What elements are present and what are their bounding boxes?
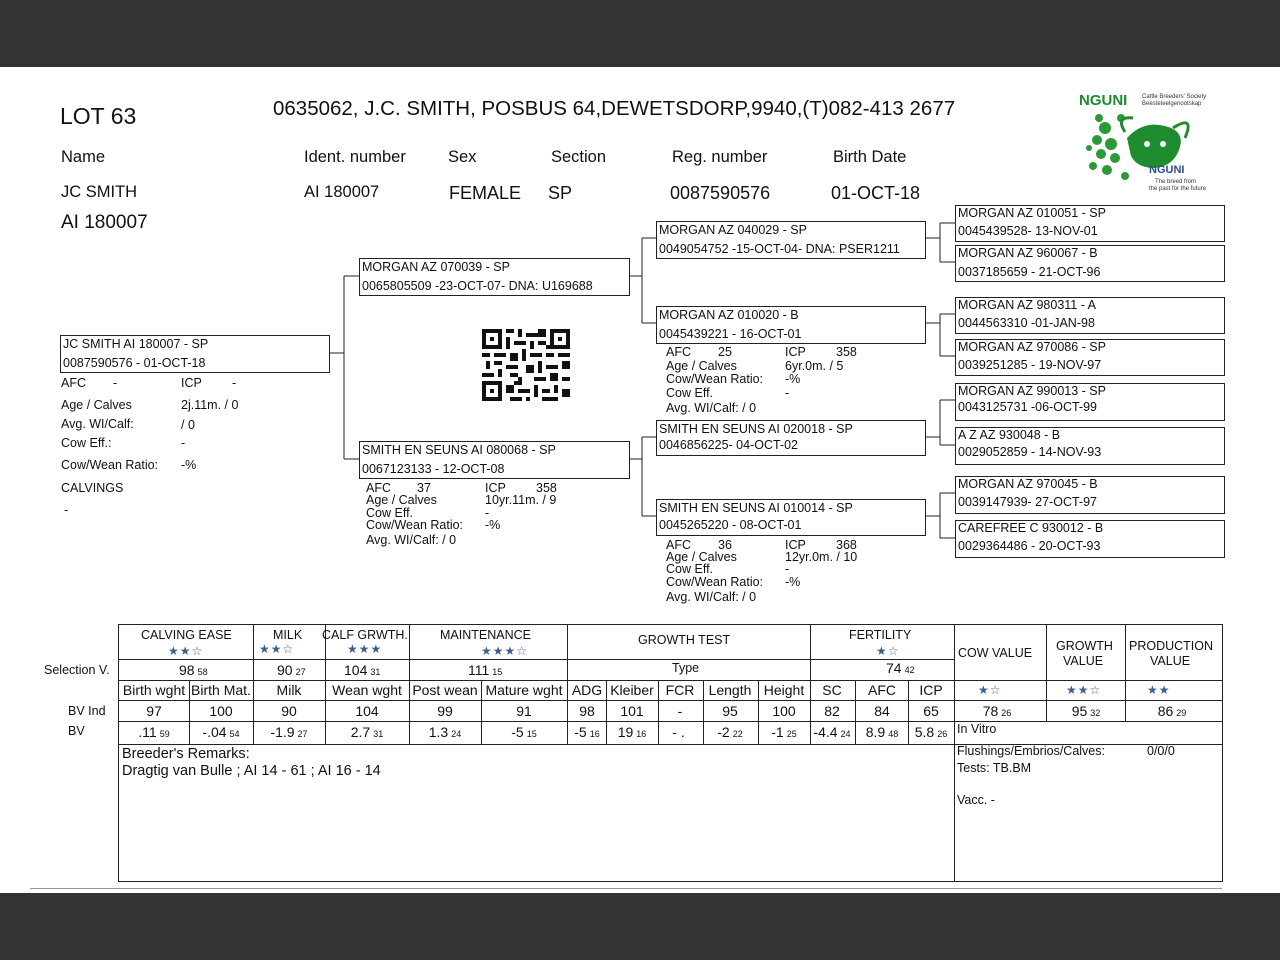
gp1-line2: 0045439221 - 16-OCT-01 <box>659 327 802 341</box>
subject-cwr-label: Cow/Wean Ratio: <box>61 458 159 472</box>
value-sex: FEMALE <box>449 183 522 203</box>
bv-accuracy: 54 <box>229 729 240 739</box>
bv-ind-cell: 82 <box>824 703 840 719</box>
label-name: Name <box>61 148 106 166</box>
value-index-accuracy: 26 <box>1001 708 1012 718</box>
cow-value-stars-icon: ★☆ <box>978 683 1002 697</box>
row-label-bv: BV <box>68 724 85 738</box>
ggp-box-0 <box>955 205 1225 242</box>
header-growth-value-2: VALUE <box>1063 654 1104 668</box>
subject-age-value: 2j.11m. / 0 <box>181 398 239 412</box>
column-header-post-wean: Post wean <box>412 682 478 698</box>
bv-accuracy: 48 <box>888 729 899 739</box>
logo-slogan-1: The breed from <box>1155 179 1197 185</box>
production-value-stars-icon: ★★ <box>1147 683 1171 697</box>
bv-ind-cell: 98 <box>579 703 595 719</box>
dam-age-value: 10yr.11m. / 9 <box>485 493 557 507</box>
gp0-line2: 0049054752 -15-OCT-04- DNA: PSER1211 <box>659 242 900 256</box>
flushings-label: Flushings/Embrios/Calves: <box>957 744 1105 758</box>
value-birth: 01-OCT-18 <box>831 183 921 203</box>
column-header-height: Height <box>763 682 805 698</box>
bv-accuracy: 16 <box>636 729 647 739</box>
bv-value: 1.3 <box>428 724 449 740</box>
header-growth-test: GROWTH TEST <box>638 633 731 647</box>
vacc-label: Vacc. - <box>957 793 995 807</box>
ggp1-line1: MORGAN AZ 960067 - B <box>958 246 1098 260</box>
dam-icp-value: 358 <box>536 481 557 495</box>
ggp5-line1: A Z AZ 930048 - B <box>958 428 1061 442</box>
bv-ind-cell: 100 <box>209 703 233 719</box>
bv-cell <box>490 724 558 740</box>
bv-accuracy: 27 <box>297 729 308 739</box>
value-index-cell <box>1051 703 1121 719</box>
calvings-value: - <box>64 503 69 517</box>
subject-animal-box <box>60 335 330 373</box>
bv-cell <box>120 724 188 740</box>
bv-accuracy: 15 <box>526 729 537 739</box>
logo-badge: NGUNI <box>1149 164 1185 176</box>
bv-accuracy: 24 <box>840 729 851 739</box>
dam-cow-eff-label: Cow Eff. <box>366 506 414 520</box>
ggp7-line2: 0029364486 - 20-OCT-93 <box>958 539 1101 553</box>
value-section: SP <box>548 183 573 203</box>
sel-maintenance-sub: 15 <box>492 667 503 677</box>
bv-value: -5 <box>574 724 587 740</box>
column-header-kleiber: Kleiber <box>610 682 654 698</box>
bv-accuracy: 25 <box>786 729 797 739</box>
column-header-adg: ADG <box>571 682 603 698</box>
sel-fertility <box>886 660 915 676</box>
gp3-age-label: Age / Calves <box>666 550 737 564</box>
logo-wordmark: NGUNI <box>1079 92 1128 109</box>
column-header-length: Length <box>708 682 752 698</box>
ggp0-line2: 0045439528- 13-NOV-01 <box>958 224 1098 238</box>
bv-value: -.04 <box>202 724 227 740</box>
gp3-wi-label: Avg. WI/Calf: / 0 <box>666 590 757 604</box>
bv-value: 19 <box>617 724 634 740</box>
bv-value: .11 <box>138 724 157 740</box>
tests-label: Tests: TB.BM <box>957 761 1032 775</box>
label-sex: Sex <box>448 148 477 166</box>
value-name: JC SMITH <box>61 183 138 201</box>
bv-ind-cell: 95 <box>722 703 738 719</box>
gp1-wi-label: Avg. WI/Calf: / 0 <box>666 401 757 415</box>
column-header-icp: ICP <box>919 682 943 698</box>
column-header-birth-wght: Birth wght <box>122 682 186 698</box>
value-index: 86 <box>1157 703 1174 719</box>
ggp-box-2 <box>955 297 1225 334</box>
gp3-cwr-label: Cow/Wean Ratio: <box>666 575 764 589</box>
bv-accuracy: 22 <box>732 729 743 739</box>
sel-calving-ease-sub: 58 <box>197 667 208 677</box>
ggp2-line2: 0044563310 -01-JAN-98 <box>958 316 1095 330</box>
bv-value: -1.9 <box>270 724 295 740</box>
sel-fertility-value: 74 <box>886 660 902 676</box>
gp2-line1: SMITH EN SEUNS AI 020018 - SP <box>659 422 853 436</box>
subject-cow-eff-value: - <box>181 436 186 450</box>
growth-value-stars-icon: ★★☆ <box>1066 683 1102 697</box>
header-calving-ease: CALVING EASE <box>141 628 232 642</box>
subject-age-label: Age / Calves <box>61 398 132 412</box>
logo-society-1: Cattle Breeders' Society <box>1142 94 1207 100</box>
gp1-age-value: 6yr.0m. / 5 <box>785 359 844 373</box>
header-production-value-1: PRODUCTION <box>1129 639 1214 653</box>
dam-afc-value: 37 <box>417 481 431 495</box>
bv-ind-cell: 84 <box>874 703 890 719</box>
column-header-wean-wght: Wean wght <box>332 682 402 698</box>
column-header-birth-mat: Birth Mat. <box>191 682 251 698</box>
sel-milk-value: 90 <box>277 662 293 678</box>
gp1-line1: MORGAN AZ 010020 - B <box>659 308 799 322</box>
subject-cow-eff-label: Cow Eff.: <box>61 436 112 450</box>
bv-value: -2 <box>717 724 730 740</box>
bv-cell <box>411 724 479 740</box>
dam-cow-eff-value: - <box>485 506 490 520</box>
ggp-box-7 <box>955 520 1225 558</box>
bv-value: -5 <box>511 724 524 740</box>
value-reg: 0087590576 <box>670 183 771 203</box>
subject-icp-label: ICP <box>181 376 202 390</box>
value-index-accuracy: 32 <box>1090 708 1101 718</box>
lot-number: LOT 63 <box>60 103 137 129</box>
remarks-title: Breeder's Remarks: <box>122 746 250 762</box>
dam-age-label: Age / Calves <box>366 493 437 507</box>
sel-milk-sub: 27 <box>295 667 306 677</box>
dam-line1: SMITH EN SEUNS AI 080068 - SP <box>362 443 556 457</box>
value-index: 95 <box>1071 703 1088 719</box>
value-index: 78 <box>982 703 999 719</box>
bv-value: 8.9 <box>865 724 886 740</box>
ggp4-line2: 0043125731 -06-OCT-99 <box>958 400 1097 414</box>
granddam-paternal-box <box>656 306 926 344</box>
gp3-age-value: 12yr.0m. / 10 <box>785 550 858 564</box>
ggp4-line1: MORGAN AZ 990013 - SP <box>958 384 1106 398</box>
ggp-box-3 <box>955 339 1225 376</box>
subject-afc-value: - <box>113 376 118 390</box>
sel-maintenance-value: 111 <box>468 662 490 678</box>
row-label-bv-ind: BV Ind <box>68 704 106 718</box>
sel-calf-growth-sub: 31 <box>370 667 381 677</box>
subject-wi-label: Avg. WI/Calf: <box>61 417 134 431</box>
bv-cell <box>333 724 401 740</box>
value-ident: AI 180007 <box>304 183 380 201</box>
gp3-line2: 0045265220 - 08-OCT-01 <box>659 518 802 532</box>
dam-line2: 0067123133 - 12-OCT-08 <box>362 462 505 476</box>
bv-ind-cell: 99 <box>437 703 453 719</box>
column-header-fcr: FCR <box>665 682 695 698</box>
bv-ind-cell: 65 <box>923 703 939 719</box>
bv-accuracy: 26 <box>937 729 948 739</box>
fertility-stars-icon: ★☆ <box>876 644 900 658</box>
ggp3-line2: 0039251285 - 19-NOV-97 <box>958 358 1102 372</box>
value-index-cell <box>962 703 1032 719</box>
logo-society-2: Beesteteelgenootskap <box>1142 101 1202 107</box>
remarks-text: Dragtig van Bulle ; AI 14 - 61 ; AI 16 - 14 <box>122 763 381 779</box>
bv-ind-cell: 104 <box>355 703 379 719</box>
dam-wi-label: Avg. WI/Calf: / 0 <box>366 533 457 547</box>
sel-maintenance <box>468 662 502 678</box>
milk-stars-icon: ★★☆ <box>259 642 295 656</box>
subject-cwr-value: -% <box>181 458 197 472</box>
bv-accuracy: 24 <box>451 729 462 739</box>
bv-accuracy: 59 <box>159 729 170 739</box>
ggp5-line2: 0029052859 - 14-NOV-93 <box>958 445 1102 459</box>
bv-ind-cell: 101 <box>620 703 644 719</box>
label-reg: Reg. number <box>672 148 768 166</box>
nguni-logo <box>1075 88 1215 198</box>
subject-line1: JC SMITH AI 180007 - SP <box>63 337 209 351</box>
bv-accuracy: 31 <box>373 729 384 739</box>
label-ident: Ident. number <box>304 148 406 166</box>
sel-milk <box>277 662 306 678</box>
sel-fertility-sub: 42 <box>904 665 915 675</box>
gp1-icp-label: ICP <box>785 345 806 359</box>
header-milk: MILK <box>273 628 303 642</box>
breeder-line: 0635062, J.C. SMITH, POSBUS 64,DEWETSDORP,9940,(T)082-413 2677 <box>273 97 956 120</box>
header-calf-growth: CALF GRWTH. <box>322 628 408 642</box>
animal-id: AI 180007 <box>61 212 148 233</box>
label-section: Section <box>551 148 607 166</box>
sel-calving-ease-value: 98 <box>179 662 195 678</box>
bv-cell <box>187 724 255 740</box>
header-growth-value-1: GROWTH <box>1056 639 1113 653</box>
sel-calf-growth-value: 104 <box>344 662 368 678</box>
gp0-line1: MORGAN AZ 040029 - SP <box>659 223 807 237</box>
ggp1-line2: 0037185659 - 21-OCT-96 <box>958 265 1101 279</box>
ggp0-line1: MORGAN AZ 010051 - SP <box>958 206 1106 220</box>
sire-box <box>359 258 630 296</box>
bv-ind-cell: 91 <box>516 703 532 719</box>
gp3-afc-label: AFC <box>666 538 691 552</box>
bv-cell <box>255 724 323 740</box>
dam-icp-label: ICP <box>485 481 506 495</box>
ggp6-line1: MORGAN AZ 970045 - B <box>958 477 1098 491</box>
sel-calf-growth <box>344 662 380 678</box>
bv-cell <box>897 724 965 740</box>
bv-ind-cell: - <box>677 703 683 719</box>
subject-wi-value: / 0 <box>181 418 195 432</box>
gp1-afc-value: 25 <box>718 345 732 359</box>
bv-value: 5.8 <box>914 724 935 740</box>
column-header-mature-wght: Mature wght <box>485 682 563 698</box>
header-fertility: FERTILITY <box>849 628 912 642</box>
subject-line2: 0087590576 - 01-OCT-18 <box>63 356 206 370</box>
row-label-selection: Selection V. <box>44 663 110 677</box>
column-header-afc: AFC <box>868 682 896 698</box>
column-header-milk: Milk <box>276 682 302 698</box>
gp3-icp-label: ICP <box>785 538 806 552</box>
grandsire-paternal-box <box>656 221 926 259</box>
grandsire-maternal-box <box>656 420 926 456</box>
ggp6-line2: 0039147939- 27-OCT-97 <box>958 495 1097 509</box>
bv-ind-cell: 100 <box>772 703 796 719</box>
gp2-line2: 0046856225- 04-OCT-02 <box>659 438 798 452</box>
subject-icp-value: - <box>232 376 237 390</box>
gp1-cow-eff-label: Cow Eff. <box>666 386 714 400</box>
ggp-box-4 <box>955 383 1225 421</box>
growth-test-type: Type <box>672 661 700 675</box>
logo-slogan-2: the past for the future <box>1149 186 1207 192</box>
bv-ind-cell: 90 <box>281 703 297 719</box>
subject-afc-label: AFC <box>61 376 86 390</box>
calvings-label: CALVINGS <box>61 481 124 495</box>
granddam-maternal-box <box>656 499 926 536</box>
bv-value: -1 <box>771 724 784 740</box>
sel-calving-ease <box>179 662 208 678</box>
bv-ind-cell: 97 <box>146 703 162 719</box>
dam-afc-label: AFC <box>366 481 391 495</box>
ggp7-line1: CAREFREE C 930012 - B <box>958 521 1104 535</box>
calf-growth-stars-icon: ★★★ <box>347 642 383 656</box>
bv-value: - . <box>672 724 685 740</box>
qr-code <box>482 328 570 402</box>
gp1-icp-value: 358 <box>836 345 857 359</box>
calving-ease-stars-icon: ★★☆ <box>168 644 204 658</box>
gp3-line1: SMITH EN SEUNS AI 010014 - SP <box>659 501 853 515</box>
ggp2-line1: MORGAN AZ 980311 - A <box>958 298 1097 312</box>
gp3-cwr-value: -% <box>785 575 801 589</box>
gp1-afc-label: AFC <box>666 345 691 359</box>
gp1-cwr-label: Cow/Wean Ratio: <box>666 372 764 386</box>
top-bar <box>0 0 1280 67</box>
in-vitro-label: In Vitro <box>957 722 997 736</box>
sire-line2: 0065805509 -23-OCT-07- DNA: U169688 <box>362 279 593 293</box>
ggp-box-1 <box>955 245 1225 282</box>
header-cow-value: COW VALUE <box>958 646 1033 660</box>
gp1-age-label: Age / Calves <box>666 359 737 373</box>
value-index-cell <box>1137 703 1207 719</box>
ggp-box-6 <box>955 476 1225 514</box>
flushings-value: 0/0/0 <box>1147 744 1175 758</box>
dam-cwr-label: Cow/Wean Ratio: <box>366 518 464 532</box>
bv-value: -4.4 <box>813 724 838 740</box>
value-index-accuracy: 29 <box>1176 708 1187 718</box>
header-maintenance: MAINTENANCE <box>440 628 531 642</box>
gp1-cow-eff-value: - <box>785 386 790 400</box>
ggp3-line1: MORGAN AZ 970086 - SP <box>958 340 1106 354</box>
bv-value: 2.7 <box>350 724 371 740</box>
dam-cwr-value: -% <box>485 518 501 532</box>
label-birth: Birth Date <box>833 148 907 166</box>
gp3-cow-eff-label: Cow Eff. <box>666 562 714 576</box>
dam-box <box>359 441 630 479</box>
gp1-cwr-value: -% <box>785 372 801 386</box>
ggp-box-5 <box>955 427 1225 465</box>
gp3-afc-value: 36 <box>718 538 732 552</box>
bottom-bar <box>0 893 1280 960</box>
gp3-icp-value: 368 <box>836 538 857 552</box>
column-header-sc: SC <box>822 682 842 698</box>
gp3-cow-eff-value: - <box>785 562 790 576</box>
header-production-value-2: VALUE <box>1150 654 1191 668</box>
sire-line1: MORGAN AZ 070039 - SP <box>362 260 510 274</box>
maintenance-stars-icon: ★★★☆ <box>481 644 529 658</box>
bv-accuracy: 16 <box>589 729 600 739</box>
